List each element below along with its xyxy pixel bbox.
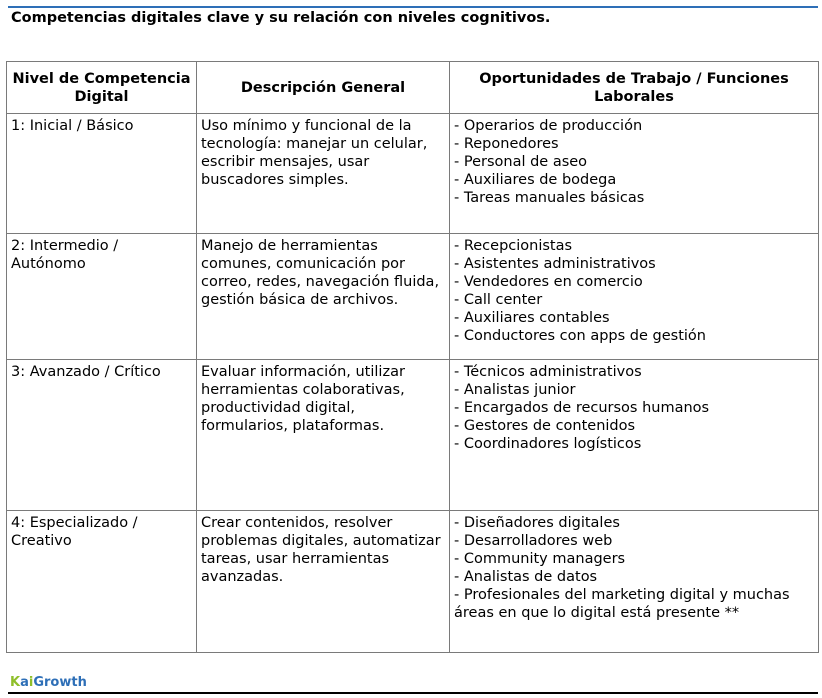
jobs-list [454, 117, 815, 207]
job-item: - Recepcionistas [454, 238, 573, 254]
description-cell: Manejo de herramientas comunes, comunicación por correo, redes, navegación fluida, gestión básica de archivos. [197, 234, 450, 360]
job-item: - Diseñadores digitales [454, 515, 620, 531]
job-item: - Auxiliares de bodega [454, 172, 617, 188]
job-item: - Asistentes administrativos [454, 256, 656, 272]
job-item: - Coordinadores logísticos [454, 436, 642, 452]
job-item: - Técnicos administrativos [454, 364, 642, 380]
header-level: Nivel de Competencia Digital [7, 62, 197, 114]
table-row [7, 114, 819, 234]
jobs-cell [450, 234, 819, 360]
document-title: Competencias digitales clave y su relación con niveles cognitivos. [11, 10, 551, 26]
description-cell: Crear contenidos, resolver problemas digitales, automatizar tareas, usar herramientas avanzadas. [197, 511, 450, 653]
header-description: Descripción General [197, 62, 450, 114]
job-item: - Call center [454, 292, 543, 308]
job-item: - Auxiliares contables [454, 310, 610, 326]
brand-word-growth: Growth [33, 675, 87, 690]
header-jobs: Oportunidades de Trabajo / Funciones Laborales [450, 62, 819, 114]
description-cell: Evaluar información, utilizar herramientas colaborativas, productividad digital, formularios, plataformas. [197, 360, 450, 511]
level-cell: 4: Especializado / Creativo [7, 511, 197, 653]
brand-logo [10, 675, 87, 691]
jobs-cell [450, 114, 819, 234]
jobs-cell [450, 511, 819, 653]
level-cell: 1: Inicial / Básico [7, 114, 197, 234]
job-item: - Tareas manuales básicas [454, 190, 645, 206]
job-item: - Operarios de producción [454, 118, 643, 134]
table-row [7, 360, 819, 511]
jobs-cell [450, 360, 819, 511]
description-cell: Uso mínimo y funcional de la tecnología: manejar un celular, escribir mensajes, usar buscadores simples. [197, 114, 450, 234]
job-item: - Analistas de datos [454, 569, 598, 585]
job-item: - Reponedores [454, 136, 559, 152]
brand-letter-i: i [28, 675, 34, 690]
job-item: - Personal de aseo [454, 154, 588, 170]
table-row [7, 234, 819, 360]
jobs-list [454, 363, 815, 453]
table-row [7, 511, 819, 653]
job-item: - Vendedores en comercio [454, 274, 643, 290]
job-item: - Encargados de recursos humanos [454, 400, 710, 416]
jobs-list [454, 237, 815, 345]
level-cell: 3: Avanzado / Crítico [7, 360, 197, 511]
table-header-row [7, 62, 819, 114]
bottom-divider [8, 692, 818, 694]
level-cell: 2: Intermedio / Autónomo [7, 234, 197, 360]
job-item: - Analistas junior [454, 382, 576, 398]
job-item: - Community managers [454, 551, 626, 567]
brand-letter-k: K [10, 675, 21, 690]
job-item: - Desarrolladores web [454, 533, 613, 549]
job-item: - Conductores con apps de gestión [454, 328, 706, 344]
brand-letter-a: a [20, 675, 29, 690]
jobs-list [454, 514, 815, 622]
job-item: - Profesionales del marketing digital y muchas áreas en que lo digital está presente ** [454, 587, 790, 621]
job-item: - Gestores de contenidos [454, 418, 636, 434]
competencies-table [6, 61, 819, 653]
top-divider [8, 6, 818, 8]
